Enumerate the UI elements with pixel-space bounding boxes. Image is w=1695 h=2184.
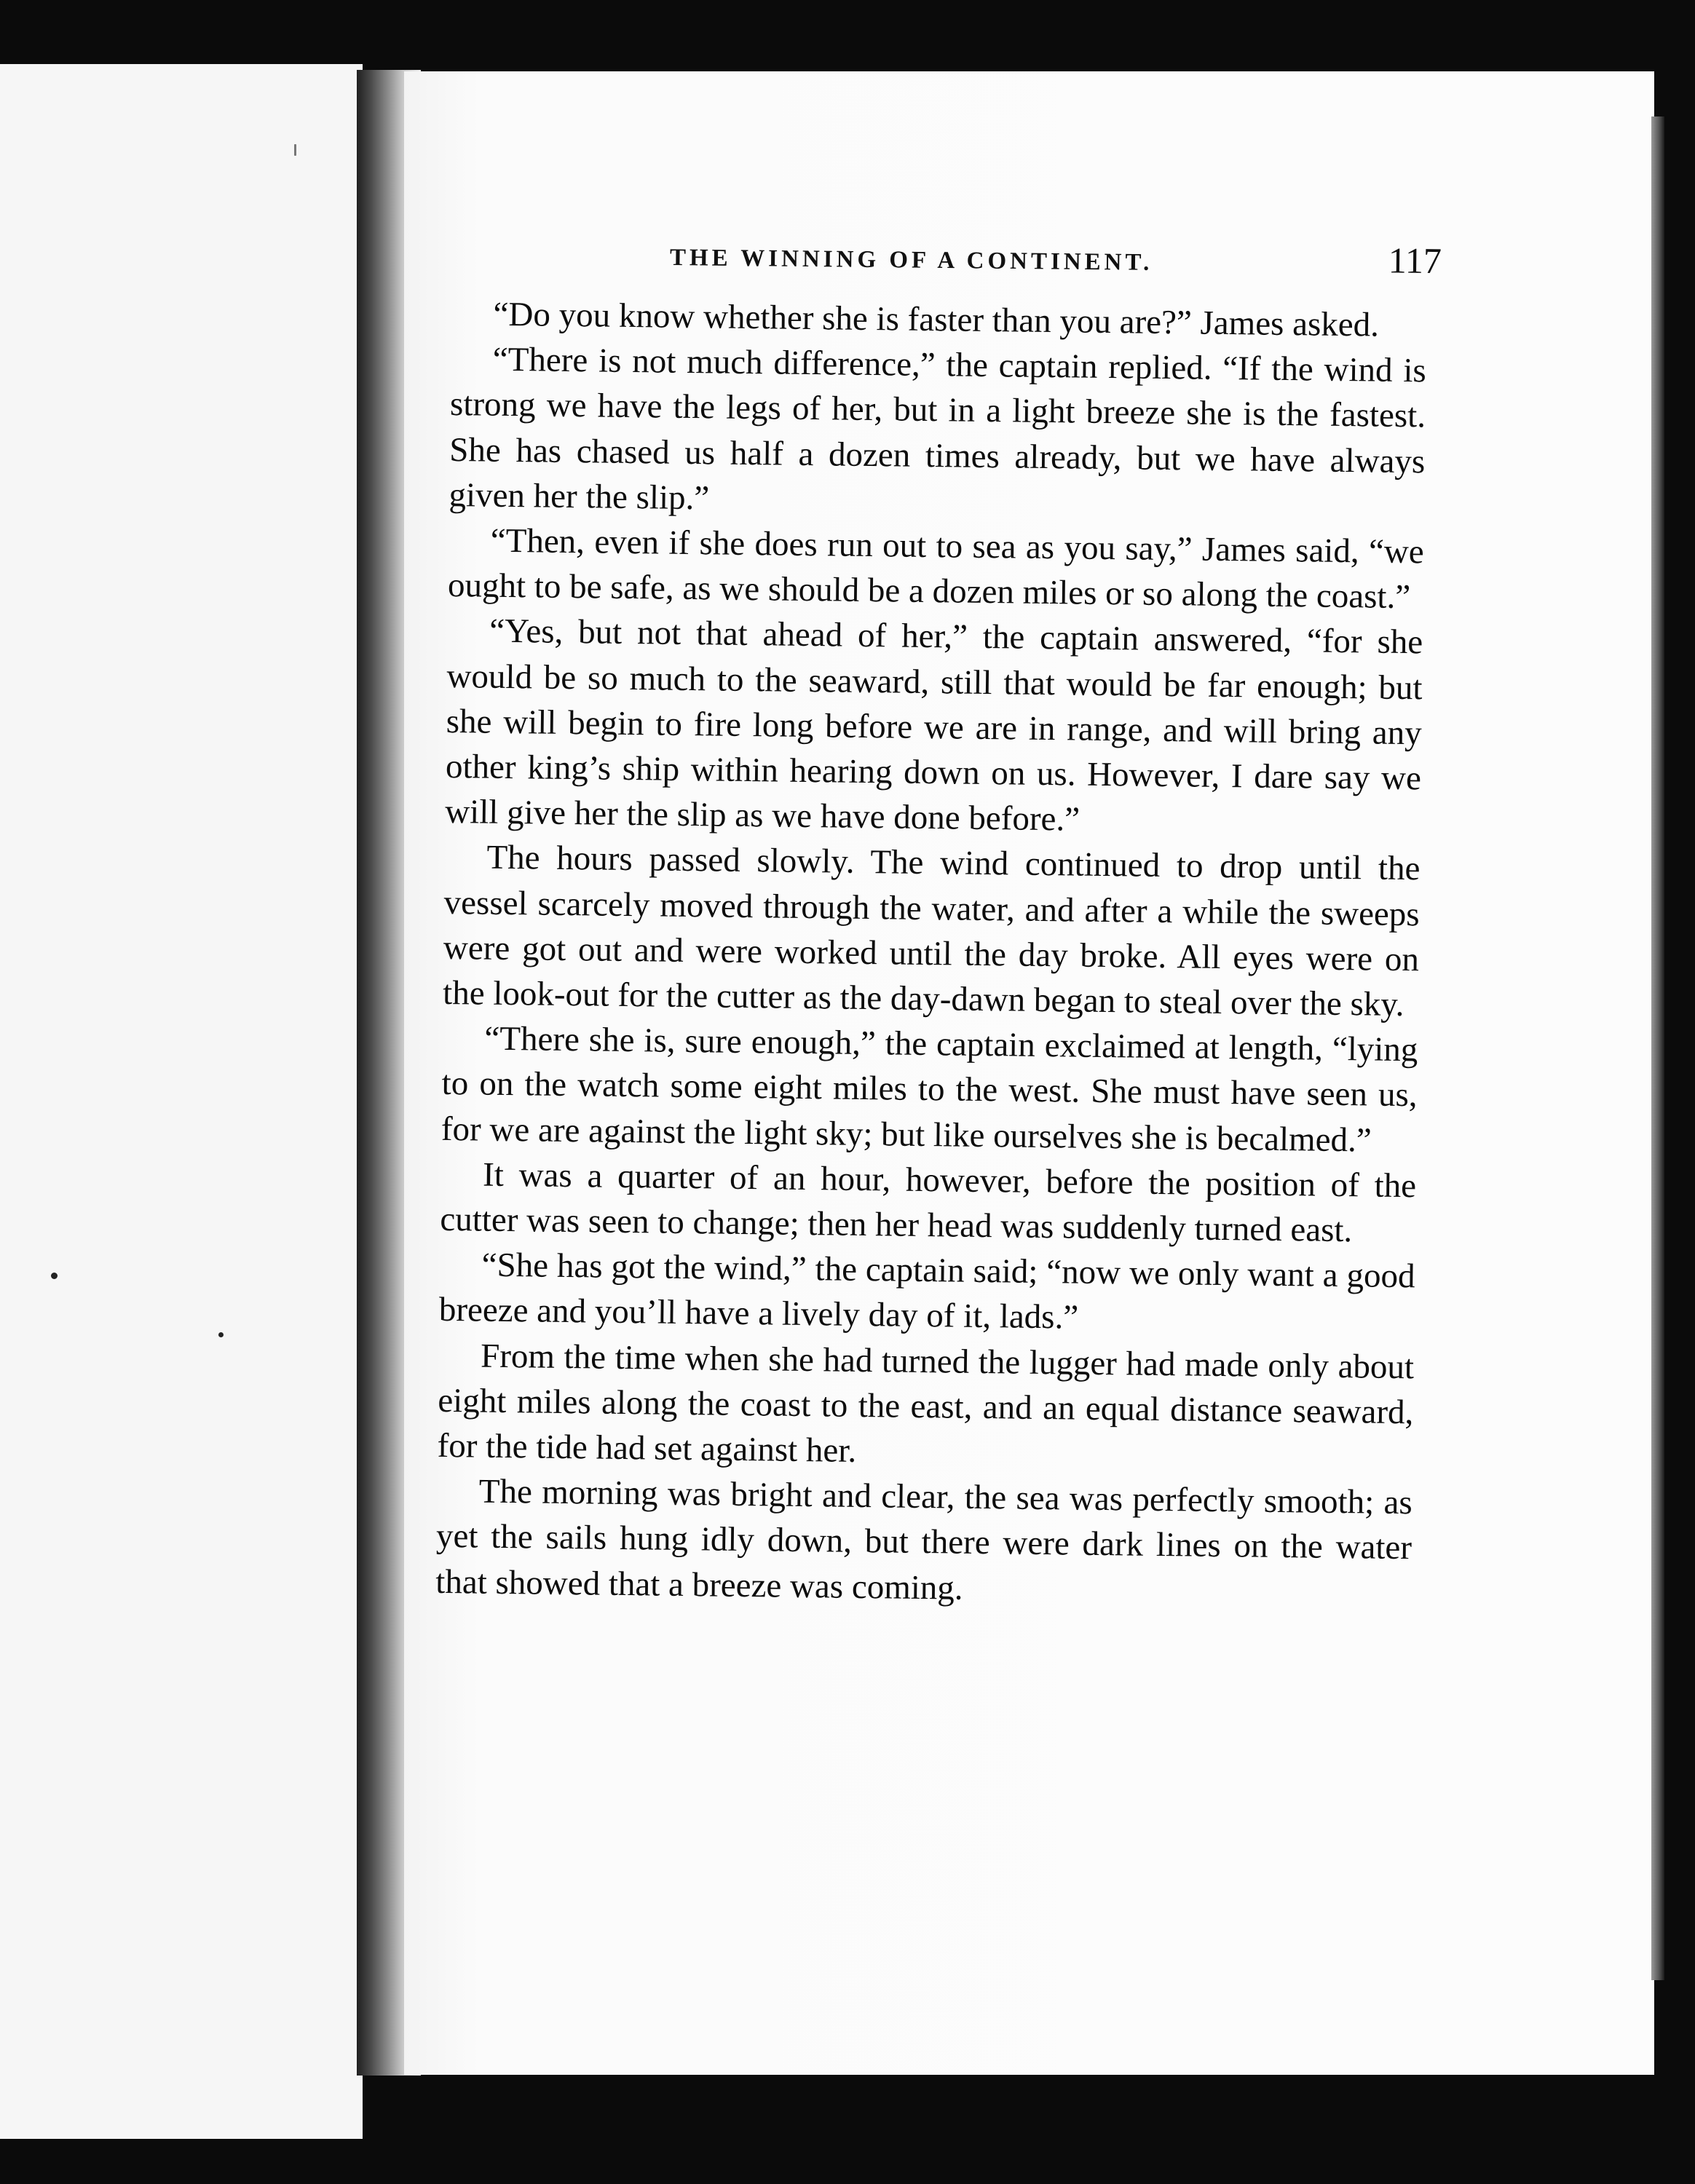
speck <box>51 1273 58 1279</box>
paragraph: “Yes, but not that ahead of her,” the captain answered, “for she would be so much to the seaward, still that would be far enough; but she will begin to fire long before we are in range, and will bring any other king’s ship within hearing down on us. However, I dare say we will give her the slip as we have done before.” <box>444 612 1423 839</box>
left-page <box>0 64 363 2139</box>
paragraph: “There she is, sure enough,” the captain exclaimed at length, “lying to on the watch some eight miles to the west. She must have seen us, for we are against the light sky; but like ourselves she is becalmed.” <box>440 1019 1418 1160</box>
paragraph: The hours passed slowly. The wind continued to drop until the vessel scarcely moved through the water, and after a while the sweeps were got out and were worked until the day broke. All eyes were on the look-out for the cutter as the day-dawn began to steal over the sky. <box>442 839 1421 1024</box>
paragraph: It was a quarter of an hour, however, before the position of the cutter was seen to change; then her head was suddenly turned east. <box>440 1155 1417 1250</box>
speck <box>294 144 296 156</box>
page-number: 117 <box>1388 240 1442 282</box>
page-edge-shadow <box>1651 116 1664 1980</box>
paragraph: The morning was bright and clear, the sea was perfectly smooth; as yet the sails hung idly down, but there were dark lines on the water that showed that a breeze was coming. <box>435 1472 1413 1607</box>
running-head: THE WINNING OF A CONTINENT. <box>669 245 1153 276</box>
paragraph: From the time when she had turned the lugger had made only about eight miles along the coast to the east, and an equal distance seaward, for the tide had set against her. <box>437 1337 1415 1470</box>
page-header <box>670 232 1442 282</box>
paragraph: “Do you know whether she is faster than you are?” James asked. <box>493 295 1380 344</box>
paragraph: “Then, even if she does run out to sea as you say,” James said, “we ought to be safe, as we should be a dozen miles or so along the coast.” <box>447 521 1425 617</box>
body-text <box>435 291 1427 1616</box>
speck <box>218 1332 224 1337</box>
paragraph: “She has got the wind,” the captain said; “now we only want a good breeze and you’ll have a lively day of it, lads.” <box>438 1246 1415 1337</box>
paragraph: “There is not much difference,” the captain replied. “If the wind is strong we have the legs of her, but in a light breeze she is the fastest. She has chased us half a dozen times already, but we have always given her the slip.” <box>449 340 1427 518</box>
